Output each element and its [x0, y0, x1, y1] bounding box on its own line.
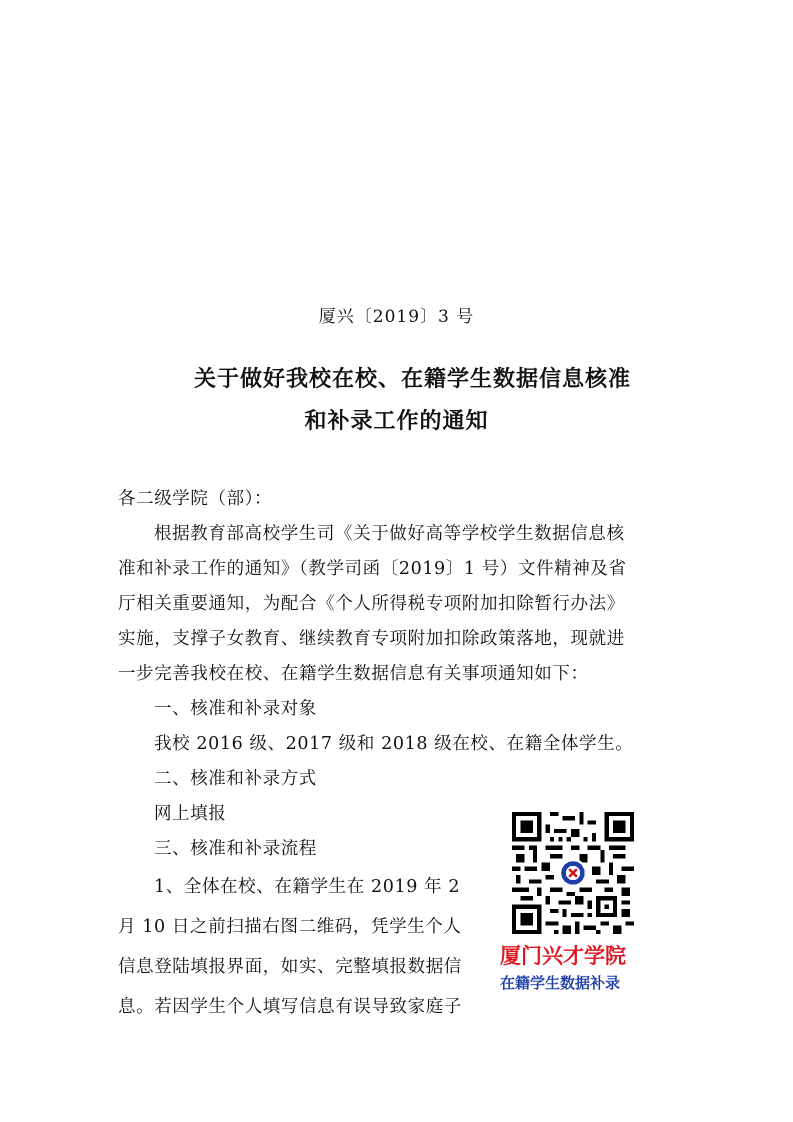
- paragraph-1-line-5: 一步完善我校在校、在籍学生数据信息有关事项通知如下：: [118, 664, 589, 684]
- section-3-heading: 三、核准和补录流程: [154, 839, 317, 859]
- salutation: 各二级学院（部）：: [118, 489, 273, 509]
- qr-caption: 在籍学生数据补录: [500, 974, 621, 992]
- title-line-1: 关于做好我校在校、在籍学生数据信息核准: [193, 367, 631, 392]
- title-line-2: 和补录工作的通知: [304, 409, 489, 434]
- section-2-heading: 二、核准和补录方式: [154, 769, 317, 789]
- paragraph-1-line-1: 根据教育部高校学生司《关于做好高等学校学生数据信息核: [154, 524, 625, 544]
- section-3-line-3: 信息登陆填报界面，如实、完整填报数据信: [118, 957, 462, 977]
- qr-school-name: 厦门兴才学院: [500, 944, 626, 968]
- section-3-line-1: 1、全体在校、在籍学生在 2019 年 2: [154, 877, 461, 897]
- paragraph-1-line-3: 厅相关重要通知，为配合《个人所得税专项附加扣除暂行办法》: [118, 594, 625, 614]
- section-1-heading: 一、核准和补录对象: [154, 699, 317, 719]
- section-2-text: 网上填报: [154, 804, 227, 824]
- paragraph-1-line-2: 准和补录工作的通知》（教学司函〔2019〕1 号）文件精神及省: [118, 559, 627, 579]
- paragraph-1-line-4: 实施，支撑子女教育、继续教育专项附加扣除政策落地，现就进: [118, 629, 625, 649]
- qr-code-block: [500, 812, 650, 993]
- qr-code-icon: [512, 812, 634, 934]
- section-3-line-2: 月 10 日之前扫描右图二维码，凭学生个人: [118, 917, 462, 937]
- section-3-line-4: 息。若因学生个人填写信息有误导致家庭子: [118, 997, 462, 1017]
- document-number: 厦兴〔2019〕3 号: [318, 307, 475, 327]
- section-1-text: 我校 2016 级、2017 级和 2018 级在校、在籍全体学生。: [154, 734, 634, 754]
